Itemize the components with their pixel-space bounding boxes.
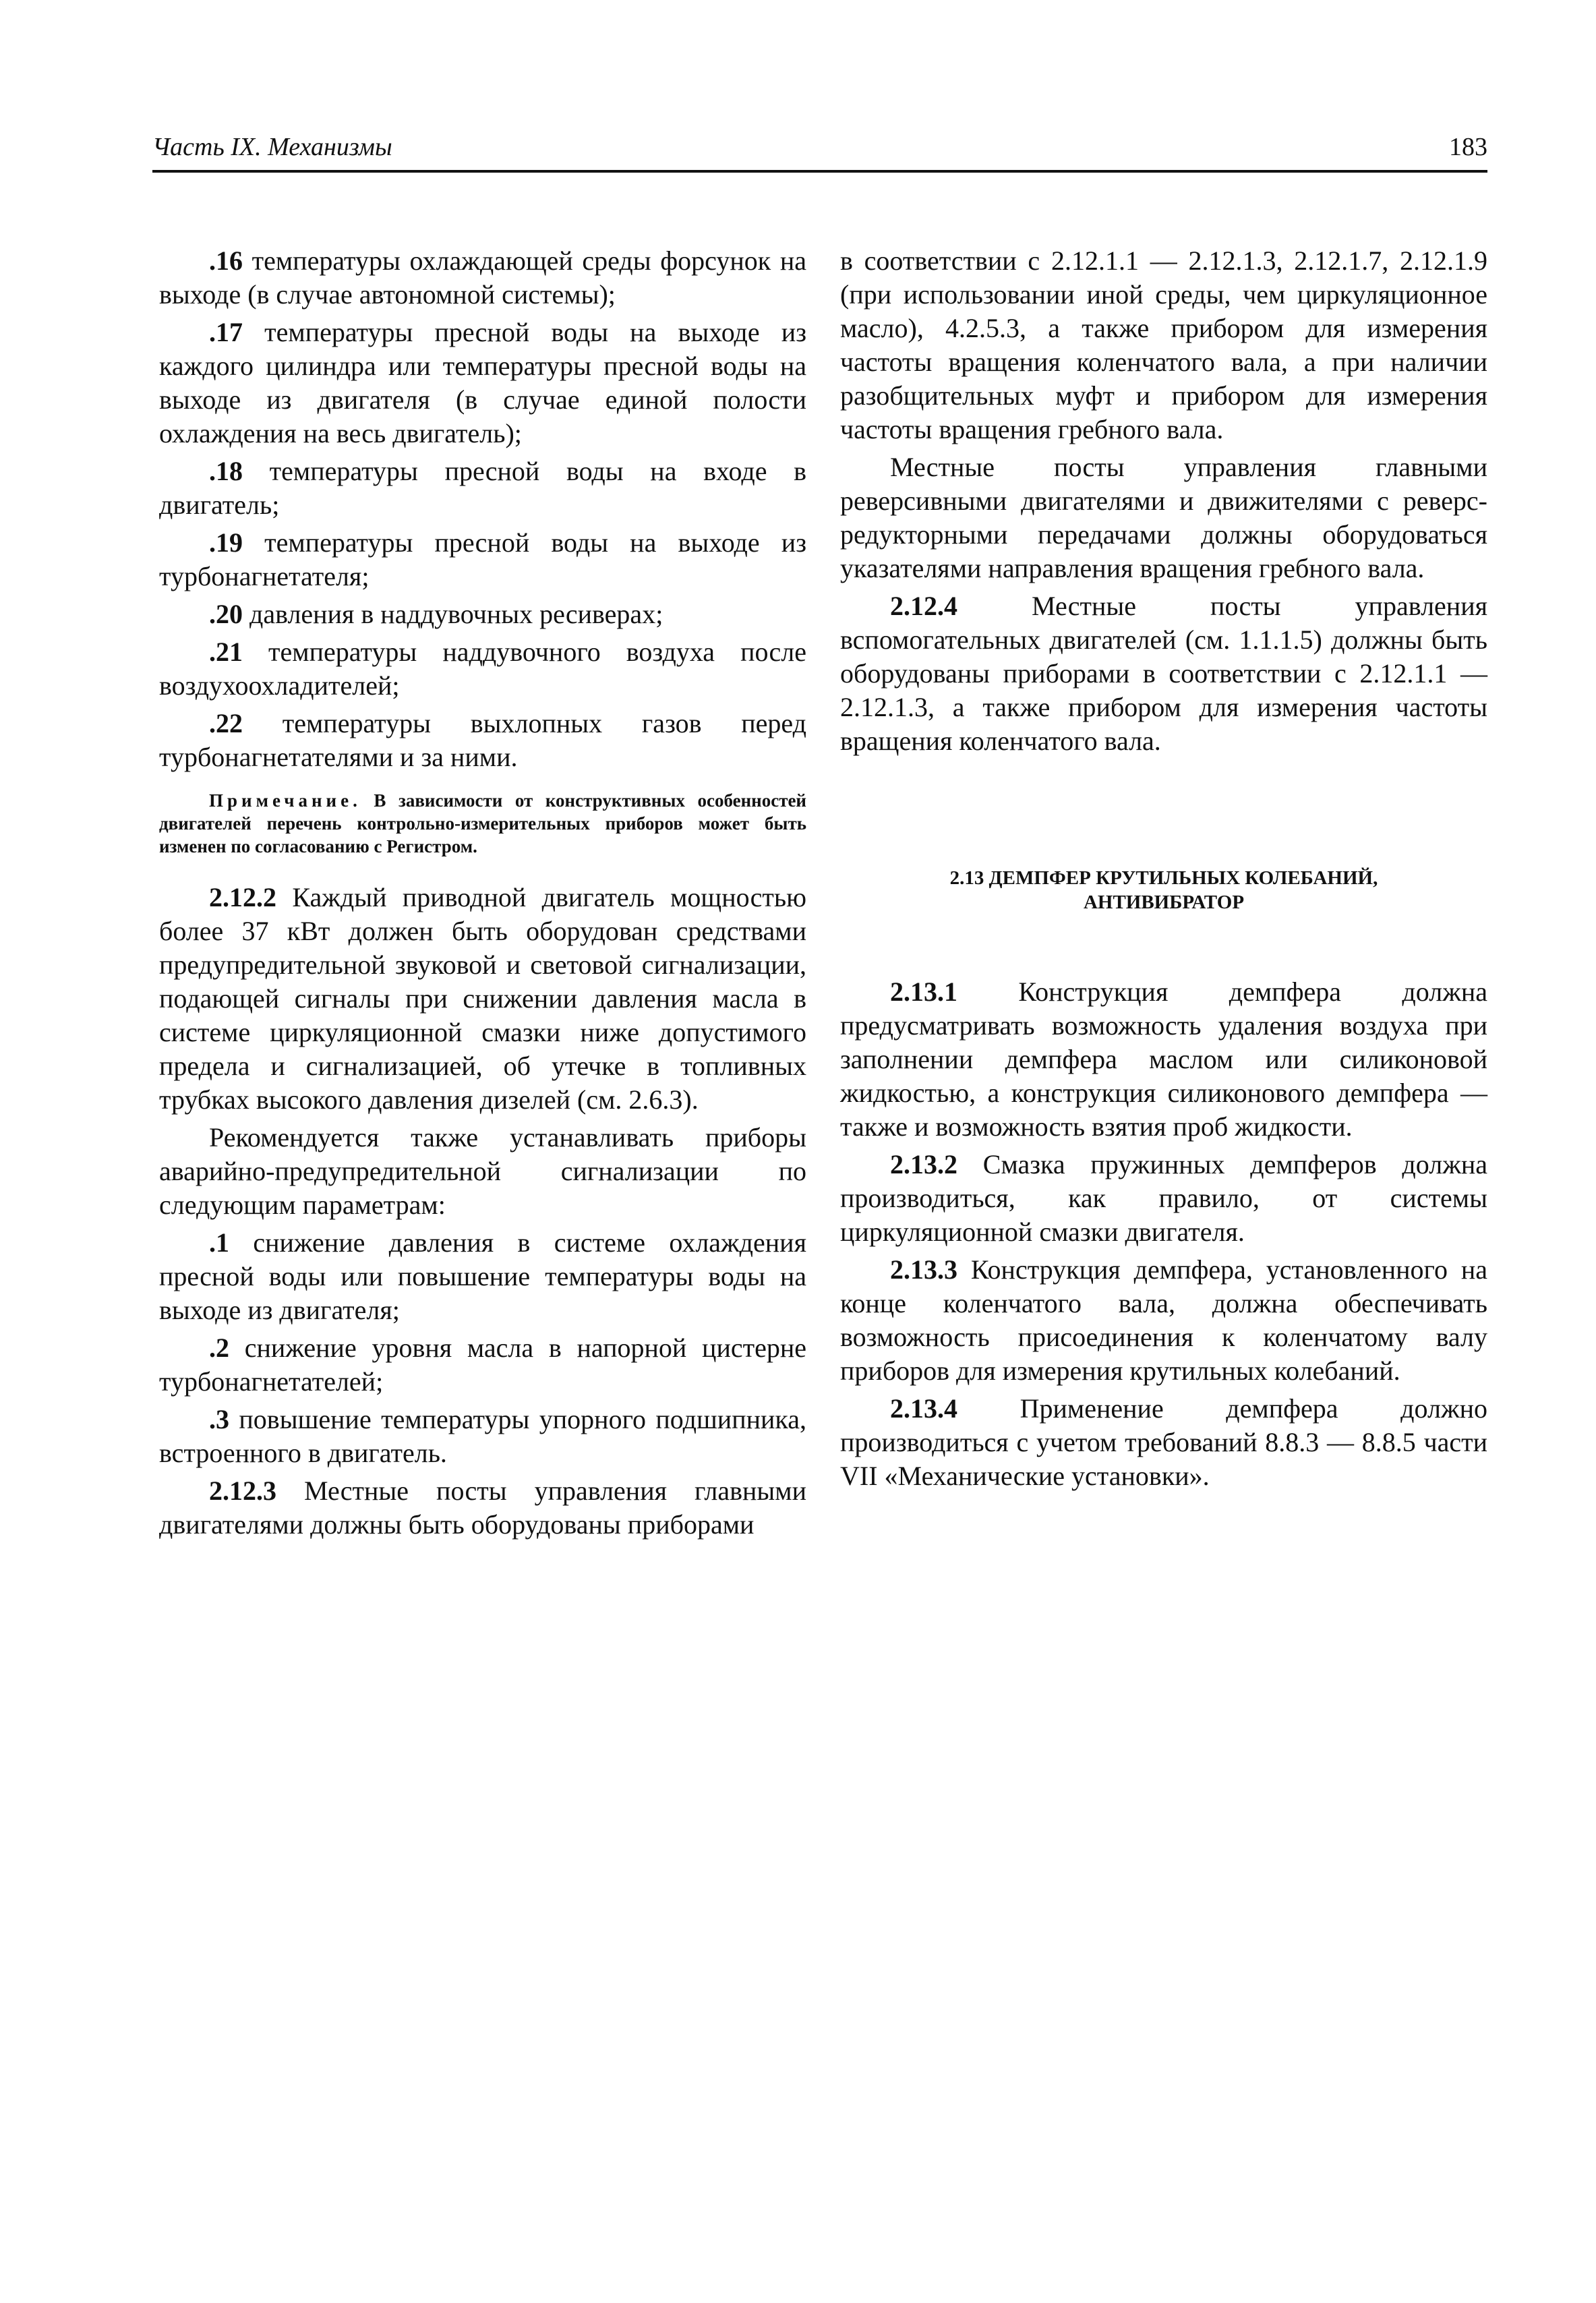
- page-number: 183: [1449, 133, 1487, 161]
- section-heading-line-1: 2.13 ДЕМПФЕР КРУТИЛЬНЫХ КОЛЕБАНИЙ,: [949, 867, 1378, 889]
- paragraph-text: температуры пресной воды на входе в двигатель;: [159, 456, 806, 520]
- paragraph-text: снижение уровня масла в напорной цистерне турбонагнетателей;: [159, 1333, 806, 1397]
- paragraph-text: Местные посты управления главными двигателями должны быть оборудованы приборами: [159, 1476, 806, 1540]
- item-number: .3: [209, 1404, 229, 1434]
- item-number: .17: [209, 317, 243, 347]
- paragraph-text: температуры наддувочного воздуха после воздухоохладителей;: [159, 637, 806, 701]
- right-column: [840, 244, 1487, 1497]
- item-number: .20: [209, 599, 243, 629]
- paragraph-text: Конструкция демпфера, установленного на конце коленчатого вала, должна обеспечивать возможность присоединения к коленчатому валу приборов для измерения крутильных колебаний.: [840, 1254, 1487, 1386]
- paragraph-item-1: [159, 1226, 806, 1327]
- paragraph-text: снижение давления в системе охлаждения пресной воды или повышение температуры воды на выходе из двигателя;: [159, 1227, 806, 1325]
- paragraph-text: Смазка пружинных демпферов должна производиться, как правило, от системы циркуляционной смазки двигателя.: [840, 1149, 1487, 1247]
- paragraph-item-20: [159, 597, 806, 631]
- section-number: 2.13.1: [890, 976, 957, 1007]
- paragraph-item-3: [159, 1403, 806, 1470]
- paragraph-2-13-4: [840, 1392, 1487, 1493]
- paragraph-item-17: [159, 316, 806, 450]
- running-title: Часть IX. Механизмы: [152, 133, 392, 161]
- paragraph-2-13-2: [840, 1148, 1487, 1249]
- section-number: 2.12.4: [890, 591, 957, 621]
- paragraph-item-16: [159, 244, 806, 312]
- paragraph-item-18: [159, 455, 806, 522]
- paragraph-item-19: [159, 526, 806, 593]
- paragraph-2-13-1: [840, 975, 1487, 1144]
- paragraph-2-12-4: [840, 589, 1487, 758]
- section-number: 2.13.4: [890, 1393, 957, 1424]
- section-heading: [840, 866, 1487, 914]
- paragraph-text: температуры пресной воды на выходе из каждого цилиндра или температуры пресной воды на выходе из двигателя (в случае единой полости охлаждения на весь двигатель);: [159, 317, 806, 448]
- item-number: .21: [209, 637, 243, 667]
- paragraph-text: давления в наддувочных ресиверах;: [243, 599, 663, 629]
- paragraph-text: температуры пресной воды на выходе из турбонагнетателя;: [159, 527, 806, 591]
- section-number: 2.13.2: [890, 1149, 957, 1179]
- paragraph-text: Каждый приводной двигатель мощностью более 37 кВт должен быть оборудован средствами предупредительной звуковой и световой сигнализации, подающей сигналы при снижении давления масла в системе циркуляционной смазки ниже допустимого предела и сигнализацией, об утечке в топливных трубках высокого давления дизелей (см. 2.6.3).: [159, 882, 806, 1115]
- paragraph-text: Конструкция демпфера должна предусматривать возможность удаления воздуха при заполнении демпфера маслом или силиконовой жидкостью, а конструкция силиконового демпфера — также и возможность взятия проб жидкости.: [840, 976, 1487, 1142]
- paragraph-text: Местные посты управления вспомогательных двигателей (см. 1.1.1.5) должны быть оборудованы приборами в соответствии с 2.12.1.1 — 2.12.1.3, а также прибором для измерения частоты вращения коленчатого вала.: [840, 591, 1487, 756]
- left-column: [159, 244, 806, 1546]
- section-number: 2.12.2: [209, 882, 276, 912]
- item-number: .16: [209, 245, 243, 276]
- page-header: [152, 128, 1487, 173]
- section-number: 2.12.3: [209, 1476, 276, 1506]
- note-label: Примечание.: [209, 790, 361, 811]
- section-heading-line-2: АНТИВИБРАТОР: [1083, 892, 1245, 913]
- item-number: .18: [209, 456, 243, 486]
- paragraph-2-13-3: [840, 1253, 1487, 1388]
- paragraph-2-12-2: [159, 881, 806, 1117]
- paragraph-recommendation: Рекомендуется также устанавливать приборы аварийно-предупредительной сигнализации по следующим параметрам:: [159, 1122, 806, 1220]
- paragraph-text: повышение температуры упорного подшипника, встроенного в двигатель.: [159, 1404, 806, 1468]
- paragraph-text: температуры охлаждающей среды форсунок на выходе (в случае автономной системы);: [159, 245, 806, 310]
- item-number: .1: [209, 1227, 229, 1258]
- paragraph-item-21: [159, 635, 806, 703]
- paragraph-reversing-posts: Местные посты управления главными реверсивными двигателями и движителями с реверс-редукторными передачами должны оборудоваться указателями направления вращения гребного вала.: [840, 452, 1487, 583]
- paragraph-text: температуры выхлопных газов перед турбонагнетателями и за ними.: [159, 708, 806, 772]
- item-number: .22: [209, 708, 243, 738]
- paragraph-text: Применение демпфера должно производиться с учетом требований 8.8.3 — 8.8.5 части VII «Механические установки».: [840, 1393, 1487, 1491]
- note-text: В зависимости от конструктивных особенностей двигателей перечень контрольно-измерительных приборов может быть изменен по согласованию с Регистром.: [159, 790, 806, 856]
- paragraph-continuation: в соответствии с 2.12.1.1 — 2.12.1.3, 2.12.1.7, 2.12.1.9 (при использовании иной среды, чем циркуляционное масло), 4.2.5.3, а также прибором для измерения частоты вращения коленчатого вала, а при наличии разобщительных муфт и прибором для измерения частоты вращения гребного вала.: [840, 245, 1487, 444]
- section-number: 2.13.3: [890, 1254, 957, 1285]
- note: [159, 789, 806, 858]
- paragraph-2-12-3: [159, 1474, 806, 1542]
- item-number: .2: [209, 1333, 229, 1363]
- paragraph-item-22: [159, 707, 806, 774]
- item-number: .19: [209, 527, 243, 558]
- paragraph-item-2: [159, 1331, 806, 1399]
